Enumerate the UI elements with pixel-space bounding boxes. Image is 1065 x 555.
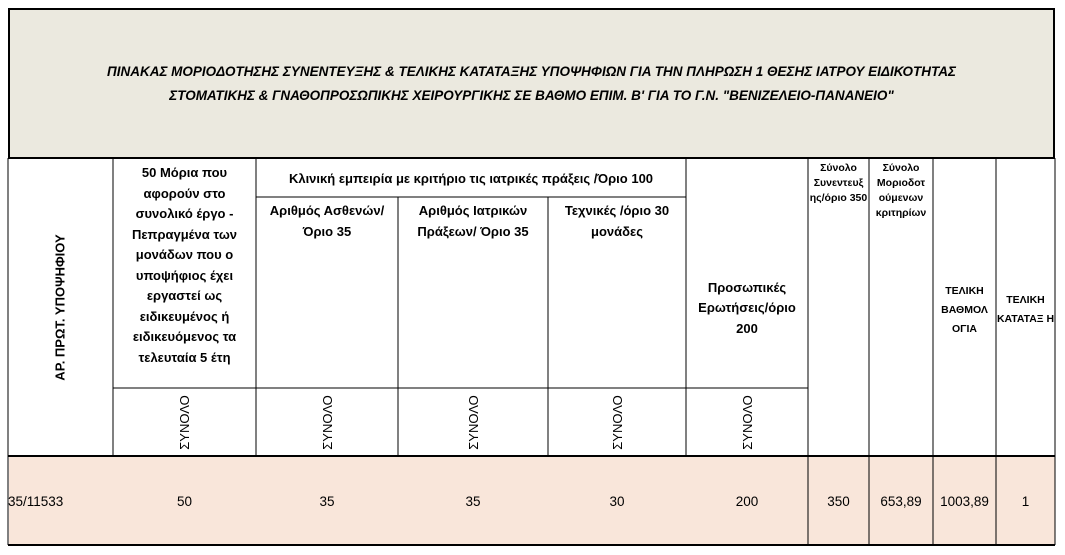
- row-points50-value: 50: [176, 493, 193, 509]
- final-score-header: [933, 270, 996, 350]
- protocol-header: [8, 159, 113, 456]
- sum-label-personal: [686, 389, 808, 456]
- interview-total-header: [808, 159, 869, 229]
- sum-label-acts-text: ΣΥΝΟΛΟ: [465, 395, 481, 450]
- row-personal: [686, 457, 808, 545]
- sum-label-points50: [113, 389, 256, 456]
- patients-header-label: Αριθμός Ασθενών/ Όριο 35: [269, 203, 385, 239]
- clinical-header: [256, 159, 686, 197]
- sum-label-techniques-text: ΣΥΝΟΛΟ: [609, 395, 625, 450]
- personal-header-label: Προσωπικές Ερωτήσεις/όριο 200: [698, 279, 796, 336]
- personal-header: [686, 159, 808, 388]
- sum-label-acts: [398, 389, 548, 456]
- protocol-header-label: ΑΡ. ΠΡΩΤ. ΥΠΟΨΗΦΙΟΥ: [53, 234, 69, 381]
- final-score-header-label: ΤΕΛΙΚΗ ΒΑΘΜΟΛ ΟΓΙΑ: [941, 284, 988, 335]
- title-line-1: ΠΙΝΑΚΑΣ ΜΟΡΙΟΔΟΤΗΣΗΣ ΣΥΝΕΝΤΕΥΞΗΣ & ΤΕΛΙΚΗΣ ΚΑΤΑΤΑΞΗΣ ΥΠΟΨΗΦΙΩΝ ΓΙΑ ΤΗΝ ΠΛΗΡΩΣΗ 1 ΘΕΣΗΣ ΙΑΤΡΟΥ ΕΙΔΙΚΟΤΗΤΑΣ: [107, 63, 956, 79]
- row-acts: [398, 457, 548, 545]
- criteria-total-header: [869, 159, 933, 229]
- row-techniques-value: 30: [609, 493, 625, 509]
- row-protocol: [8, 457, 113, 545]
- patients-header: [256, 197, 398, 388]
- sum-label-techniques: [548, 389, 686, 456]
- row-techniques: [548, 457, 686, 545]
- row-criteria-total-value: 653,89: [880, 493, 922, 509]
- final-rank-header-label: ΤΕΛΙΚΗ ΚΑΤΑΤΑΞ Η: [996, 294, 1055, 325]
- techniques-header: [548, 197, 686, 388]
- row-final-score: [933, 457, 996, 545]
- final-rank-header: [996, 270, 1055, 350]
- acts-header: [398, 197, 548, 388]
- row-final-score-value: 1003,89: [940, 493, 989, 509]
- techniques-header-label: Τεχνικές /όριο 30 μονάδες: [564, 203, 670, 239]
- row-final-rank: [996, 457, 1055, 545]
- row-criteria-total: [869, 457, 933, 545]
- clinical-header-label: Κλινική εμπειρία με κριτήριο τις ιατρικές πράξεις /Όριο 100: [288, 170, 654, 186]
- row-personal-value: 200: [735, 493, 759, 509]
- row-interview-total-value: 350: [827, 493, 850, 509]
- row-points50: [113, 457, 256, 545]
- row-final-rank-value: 1: [1021, 493, 1030, 509]
- points50-header: [113, 159, 256, 388]
- sum-label-points50-text: ΣΥΝΟΛΟ: [177, 395, 192, 450]
- row-patients-value: 35: [319, 493, 335, 509]
- row-acts-value: 35: [465, 493, 481, 509]
- title-line-2: ΣΤΟΜΑΤΙΚΗΣ & ΓΝΑΘΟΠΡΟΣΩΠΙΚΗΣ ΧΕΙΡΟΥΡΓΙΚΗΣ ΣΕ ΒΑΘΜΟ ΕΠΙΜ. Β' ΓΙΑ ΤΟ Γ.Ν. "ΒΕΝΙΖΕΛΕΙΟ-ΠΑΝΑΝΕΙΟ": [169, 87, 894, 103]
- row-protocol-value: 35/11533: [8, 493, 64, 509]
- interview-total-header-label: Σύνολο Συνεντευξ ης/όριο 350: [809, 162, 868, 204]
- acts-header-label: Αριθμός Ιατρικών Πράξεων/ Όριο 35: [417, 203, 529, 239]
- points50-header-label: 50 Μόρια που αφορούν στο συνολικό έργο - Πεπραγμένα των μονάδων που ο υποψήφιος έχει εργαστεί ως ειδικευμένος ή ειδικευόμενος τα τελευταία 5 έτη: [131, 165, 238, 365]
- sum-label-patients: [256, 389, 398, 456]
- row-patients: [256, 457, 398, 545]
- sum-label-personal-text: ΣΥΝΟΛΟ: [739, 395, 755, 450]
- sum-label-patients-text: ΣΥΝΟΛΟ: [319, 395, 335, 450]
- row-interview-total: [808, 457, 869, 545]
- criteria-total-header-label: Σύνολο Μοριοδοτ ούμενων κριτηρίων: [875, 162, 927, 219]
